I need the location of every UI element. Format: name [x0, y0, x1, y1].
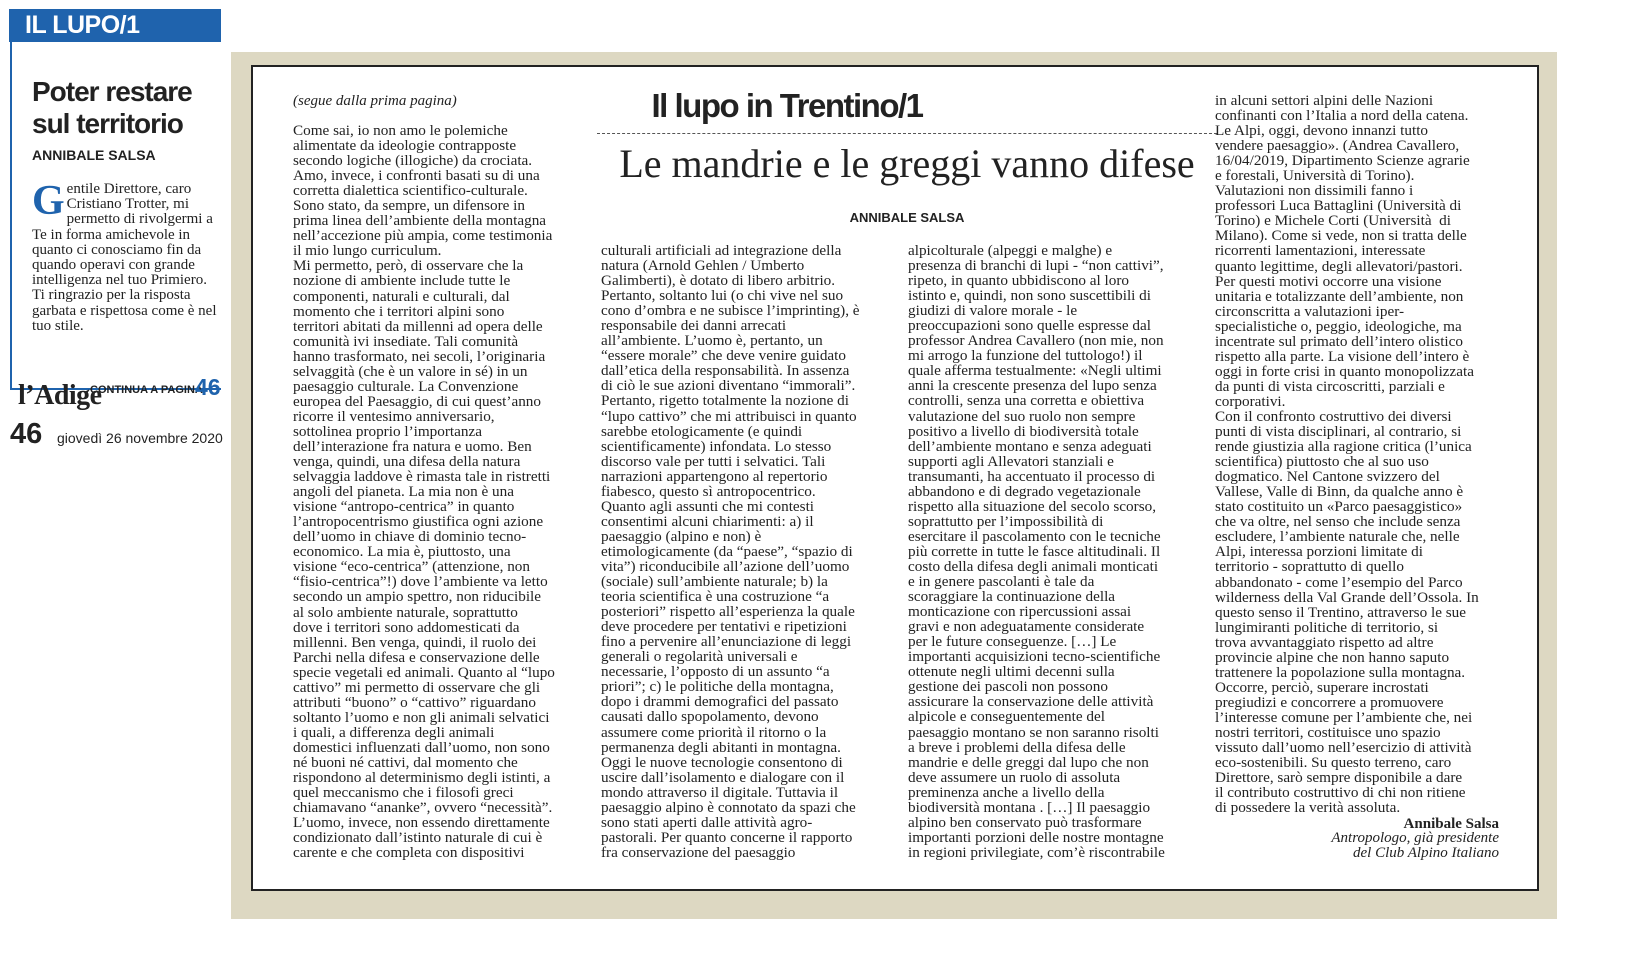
sidebar-kicker: IL LUPO/1 [9, 9, 221, 42]
sidebar-body [32, 178, 222, 334]
article-kicker: Il lupo in Trentino/1 [651, 87, 923, 124]
signature-name: Annibale Salsa [1403, 816, 1499, 832]
page-number: 46 [10, 418, 43, 450]
sidebar-title: Poter restare sul territorio [32, 76, 192, 139]
signature-role: Antropologo, già presidente del Club Alpino Italiano [1331, 830, 1499, 861]
headline-divider [597, 133, 1217, 134]
continue-label: CONTINUA A PAGINA [90, 384, 203, 396]
article-column-2: culturali artificiali ad integrazione della natura (Arnold Gehlen / Umberto Galimberti), è dotato di libero arbitrio. Pertanto, soltanto lui (o chi vive nel suo cono d’ombra e ne subisce l’imprinting), è responsabile dei danni arrecati all’ambiente. L’uomo è, pertanto, un “essere morale” che deve venire guidato dall’etica della responsabilità. In assenza di ciò le sue azioni diventano “immorali”. Pertanto, rigetto totalmente la nozione di “lupo cattivo” che mi attribuisci in quanto sarebbe etologicamente (e quindi scientificamente) infondata. Lo stesso discorso vale per tutti i selvatici. Tali narrazioni appartengono al repertorio fiabesco, questo sì antropocentrico. Quanto agli assunti che mi contesti consentimi alcuni chiarimenti: a) il paesaggio (alpino e non) è etimologicamente (da “paese”, “spazio di vita”) riconducibile all’azione dell’uomo (sociale) sull’ambiente naturale; b) la teoria scientifica è una costruzione “a posteriori” rispetto all’esperienza la quale deve procedere per tentativi e ripetizioni fino a pervenire all’enunciazione di leggi generali o regolarità universali e necessarie, l’opposto di un assunto “a priori”; c) le politiche della montagna, dopo i drammi demografici del passato causati dallo spopolamento, devono assumere come priorità il ritorno o la permanenza degli abitanti in montagna. Oggi le nuove tecnologie consentono di uscire dall’isolamento e dialogare con il mondo attraverso il digitale. Tuttavia il paesaggio alpino è connotato da spazi che sono stati aperti dalle attività agro- pastorali. Per quanto concerne il rapporto fra conservazione del paesaggio [601, 242, 860, 861]
sidebar-author: ANNIBALE SALSA [32, 147, 156, 163]
article-column-1: Come sai, io non amo le polemiche alimentate da ideologie contrapposte secondo logiche (illogiche) da crociata. Amo, invece, i confronti basati su di una corretta dialettica scientifico-culturale. Sono stato, da sempre, un difensore in prima linea dell’ambiente della montagna nell’accezione più ampia, come testimonia il mio lungo curriculum. Mi permetto, però, di osservare che la nozione di ambiente include tutte le componenti, naturali e culturali, dal momento che i territori alpini sono territori abitati da millenni ad opera delle comunità ivi insediate. Tali comunità hanno trasformato, nei secoli, l’originaria selvaggità (che è un valore in sé) in un paesaggio culturale. La Convenzione europea del Paesaggio, di cui quest’anno ricorre il ventesimo anniversario, sottolinea proprio l’importanza dell’interazione fra natura e uomo. Ben venga, quindi, una difesa della natura selvaggia laddove è rimasta tale in ristretti angoli del pianeta. La mia non è una visione “antropo-centrica” in quanto l’antropocentrismo giustifica ogni azione dell’uomo in chiave di dominio tecno- economico. La mia è, piuttosto, una visione “eco-centrica” (attenzione, non “fisio-centrica”!) dove l’ambiente va letto secondo un ampio spettro, non riducibile al solo ambiente naturale, soprattutto dove i territori sono addomesticati da millenni. Ben venga, quindi, il ruolo dei Parchi nella difesa e conservazione delle specie vegetali ed animali. Quanto al “lupo cattivo” mi permetto di osservare che gli attributi “buono” o “cattivo” riguardano soltanto l’uomo e non gli animali selvatici i quali, a differenza degli animali domestici influenzati dall’uomo, non sono né buoni né cattivi, dal momento che rispondono al determinismo degli istinti, a quel meccanismo che i filosofi greci chiamavano “ananke”, ovvero “necessità”. L’uomo, invece, non essendo direttamente condizionato dall’istinto naturale di cui è carente e che completa con dispositivi [293, 122, 555, 862]
newspaper-masthead: l’Adige [18, 380, 102, 411]
continue-page-link[interactable]: 46 [195, 374, 221, 400]
article-column-4: in alcuni settori alpini delle Nazioni confinanti con l’Italia a nord della catena. Le Alpi, oggi, devono innanzi tutto vendere paesaggio». (Andrea Cavallero, 16/04/2019, Dipartimento Scienze agrarie e forestali, Università di Torino). Valutazioni non dissimili fanno i professori Luca Battaglini (Università di Torino) e Michele Corti (Università di Milano). Come si vede, non si tratta delle ricorrenti lamentazioni, interessate quanto legittime, degli allevatori/pastori. Per questi motivi occorre una visione unitaria e totalizzante dell’ambiente, non circonscritta a valutazioni iper- specialistiche o, peggio, ideologiche, ma incentrate sul primato dell’intero olistico rispetto alla parte. La visione dell’intero è oggi in forte crisi in quanto monopolizzata da punti di vista circoscritti, parziali e corporativi. Con il confronto costruttivo dei diversi punti di vista disciplinari, al contrario, si rende giustizia alla ragione critica (l’unica scientifica) piuttosto che al suo uso dogmatico. Nel Cantone svizzero del Vallese, Valle di Binn, da qualche anno è stato costituito un «Parco paesaggistico» che va oltre, nel senso che include senza escludere, l’ambiente naturale che, nelle Alpi, interessa porzioni limitate di territorio - soprattutto di quello abbandonato - come l’esempio del Parco wilderness della Val Grande dell’Ossola. In questo senso il Trentino, attraverso le sue lungimiranti politiche di territorio, si trova avvantaggiato rispetto ad altre provincie alpine che non hanno saputo trattenere la popolazione sulla montagna. Occorre, perciò, superare incrostati pregiudizi e concorrere a promuovere l’interesse comune per l’ambiente che, nei nostri territori, costituisce uno spazio vissuto dall’uomo nell’esercizio di attività eco-sostenibili. Su questo terreno, caro Direttore, sarò sempre disponibile a dare il contributo costruttivo di chi non ritiene di possedere la verità assoluta. [1215, 92, 1479, 817]
dropcap: G [32, 178, 65, 224]
article-byline: ANNIBALE SALSA [849, 210, 965, 225]
sidebar-body-text: entile Direttore, caro Cristiano Trotter, mi permetto di rivolgermi a Te in forma amichevole in quanto ci conosciamo fin da quando operavi con grande intelligenza nel tuo Primiero. Ti ringrazio per la risposta garbata e rispettosa come è nel tuo stile. [32, 181, 217, 334]
publication-date: giovedì 26 novembre 2020 [57, 430, 223, 446]
follow-note: (segue dalla prima pagina) [293, 93, 457, 109]
article-headline: Le mandrie e le greggi vanno difese [619, 141, 1195, 186]
article-panel [231, 52, 1557, 919]
article-frame [251, 65, 1539, 891]
article-column-3: alpicolturale (alpeggi e malghe) e presenza di branchi di lupi - “non cattivi”, ripeto, in quanto ubbidiscono al loro istinto e, quindi, non sono suscettibili di giudizi di valore morale - le preoccupazioni sono quelle espresse dal professor Andrea Cavallero (non mie, non mi arrogo la funzione del tuttologo!) il quale afferma testualmente: «Negli ultimi anni la crescente presenza del lupo senza controlli, senza una corretta e obiettiva valutazione del suo ruolo non sempre positivo a livello di biodiversità totale dell’ambiente montano e senza adeguati supporti agli Allevatori stanziali e transumanti, ha accentuato il processo di abbandono e di degrado vegetazionale rispetto alla situazione del secolo scorso, soprattutto per l’impossibilità di esercitare il pascolamento con le tecniche più corrette in tutte le fasce altitudinali. Il costo della difesa degli animali monticati e in genere pascolanti è tale da scoraggiare la continuazione della monticazione con ripercussioni assai gravi e non adeguatamente considerate per le future conseguenze. […] Le importanti acquisizioni tecno-scientifiche ottenute negli ultimi decenni sulla gestione dei pascoli non possono assicurare la conservazione delle attività alpicole e conseguentemente del paesaggio montano se non saranno risolti a breve i problemi della difesa delle mandrie e delle greggi dal lupo che non deve assumere un ruolo di assoluta preminenza anche a livello della biodiversità montana . […] Il paesaggio alpino ben conservato può trasformare importanti porzioni delle nostre montagne in regioni privilegiate, com’è riscontrabile [908, 242, 1165, 861]
